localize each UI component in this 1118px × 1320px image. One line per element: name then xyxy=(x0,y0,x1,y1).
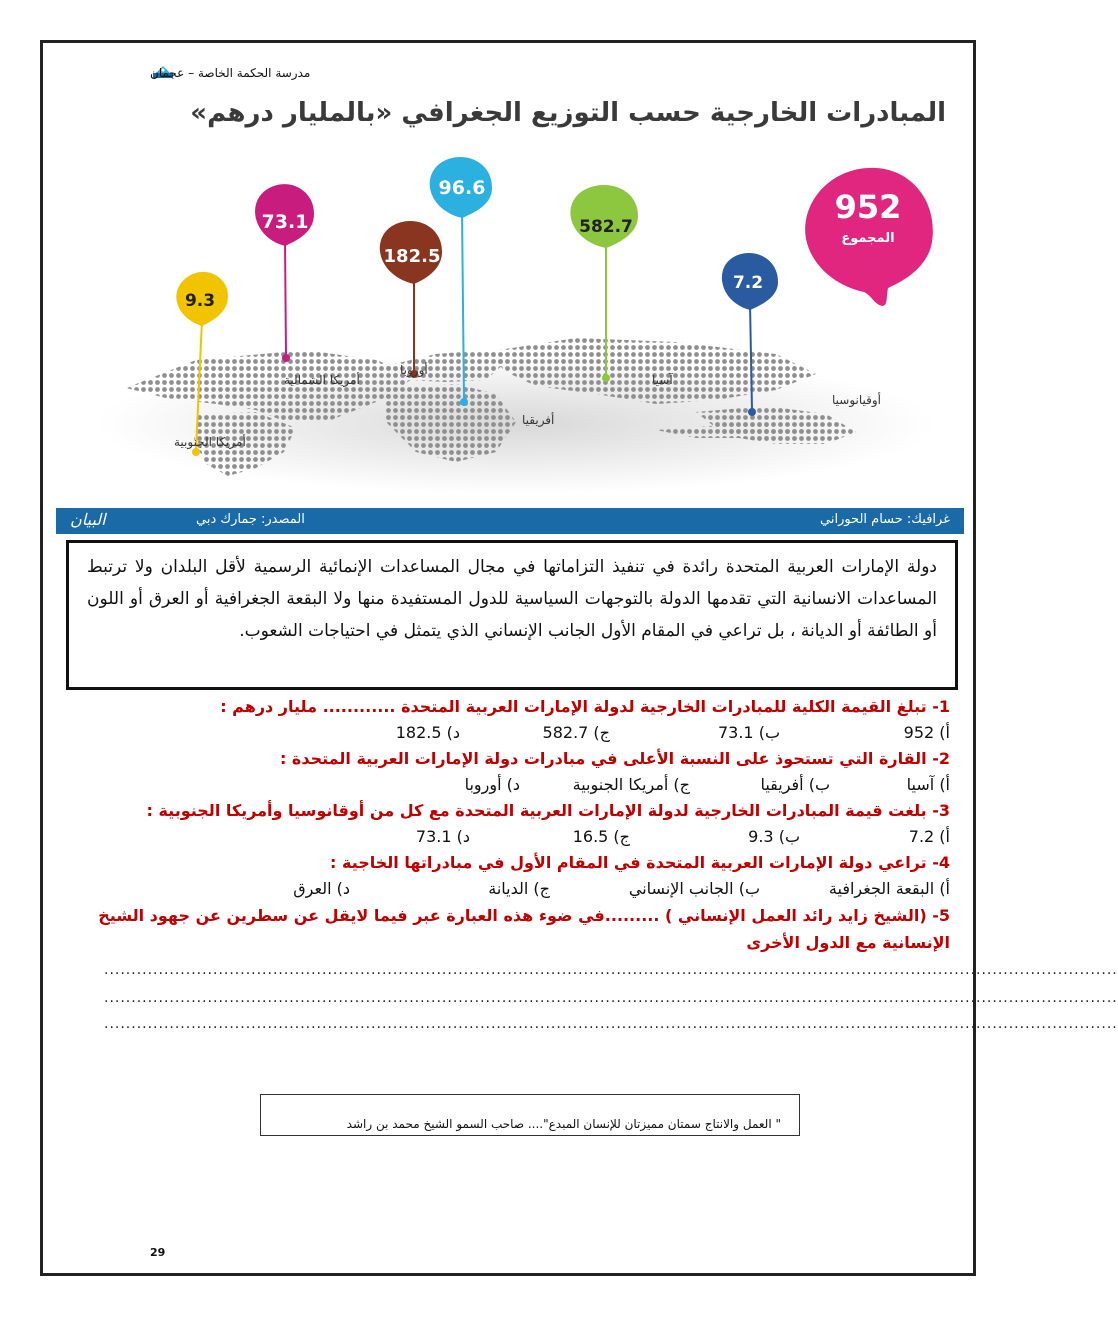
footer-source: المصدر: جمارك دبي xyxy=(196,512,305,527)
total-value: 952 xyxy=(834,188,902,226)
pin-europe xyxy=(380,221,442,284)
label-europe: أوروبا xyxy=(400,363,428,377)
infographic-footer xyxy=(56,508,964,534)
pin-value-south-america: 9.3 xyxy=(184,291,216,311)
question-2-options xyxy=(80,772,950,798)
label-north-america: أمريكا الشمالية xyxy=(284,373,360,387)
option-c[interactable]: ج) الديانة xyxy=(488,879,550,898)
option-b[interactable]: ب) أفريقيا xyxy=(760,775,830,794)
quote-text: " العمل والانتاج سمتان مميزتان للإنسان المبدع".... صاحب السمو الشيخ محمد بن راشد xyxy=(346,1117,781,1131)
label-africa: أفريقيا xyxy=(522,413,555,427)
question-1-options xyxy=(80,720,950,746)
option-d[interactable]: د) 182.5 xyxy=(395,723,460,742)
option-c[interactable]: ج) 582.7 xyxy=(542,723,610,742)
option-b[interactable]: ب) 9.3 xyxy=(748,827,800,846)
option-d[interactable]: د) أوروبا xyxy=(464,775,520,794)
school-name: مدرسة الحكمة الخاصة – عجمان xyxy=(150,66,311,80)
quote-box xyxy=(260,1094,800,1136)
passage-box xyxy=(66,540,958,690)
label-south-america: أمريكا الجنوبية xyxy=(174,435,246,449)
question-5: 5- (الشيخ زايد رائد العمل الإنساني ) .........في ضوء هذه العبارة عبر فيما لايقل عن سطرين عن جهود الشيخ الإنسانية مع الدول الأخرى xyxy=(98,906,950,952)
pin-africa xyxy=(430,157,492,218)
footer-brand: البيان xyxy=(70,510,106,529)
question-2: 2- القارة التي تستحوذ على النسبة الأعلى في مبادرات دولة الإمارات العربية المتحدة : xyxy=(279,749,950,768)
option-a[interactable]: أ) 952 xyxy=(903,723,950,742)
pin-value-europe: 182.5 xyxy=(383,246,441,267)
infographic xyxy=(56,92,964,534)
pin-north-america xyxy=(255,184,314,246)
option-c[interactable]: ج) أمريكا الجنوبية xyxy=(572,775,690,794)
option-a[interactable]: أ) 7.2 xyxy=(908,827,950,846)
footer-credit: غرافيك: حسام الحوراني xyxy=(820,512,950,527)
option-d[interactable]: د) العرق xyxy=(293,879,350,898)
pin-stem-north-america xyxy=(285,240,286,356)
label-asia: آسيا xyxy=(652,373,673,387)
pin-south-america xyxy=(176,272,228,326)
pin-value-oceania: 7.2 xyxy=(732,273,764,293)
question-1: 1- تبلغ القيمة الكلية للمبادرات الخارجية لدولة الإمارات العربية المتحدة ............ مليار درهم : xyxy=(220,697,950,716)
option-a[interactable]: أ) آسيا xyxy=(906,775,950,794)
questions xyxy=(80,694,950,956)
question-4: 4- تراعي دولة الإمارات العربية المتحدة في المقام الأول في مبادراتها الخاجية : xyxy=(330,853,950,872)
question-4-options xyxy=(80,876,950,902)
option-b[interactable]: ب) الجانب الإنساني xyxy=(628,879,760,898)
pin-value-africa: 96.6 xyxy=(438,177,486,199)
pin-oceania xyxy=(722,253,778,310)
option-b[interactable]: ب) 73.1 xyxy=(717,723,780,742)
infographic-title: المبادرات الخارجية حسب التوزيع الجغرافي «بالمليار درهم» xyxy=(190,98,946,128)
total-label: المجموع xyxy=(841,231,895,246)
option-c[interactable]: ج) 16.5 xyxy=(572,827,630,846)
passage-text: دولة الإمارات العربية المتحدة رائدة في تنفيذ التزاماتها في مجال المساعدات الإنمائية الرسمية لأقل البلدان ولا ترتبط المساعدات الانسانية التي تقدمها الدولة بالتوجهات السياسية للدول المستفيدة منها ولا البقعة الجغرافية أو العرق أو اللون أو الطائفة أو الديانة ، بل تراعي في المقام الأول الجانب الإنساني الذي يتمثل في احتياجات الشعوب. xyxy=(87,557,937,641)
page-number: 29 xyxy=(150,1246,166,1259)
total-bubble xyxy=(805,168,933,306)
question-3-options xyxy=(80,824,950,850)
answer-line-2[interactable]: .......................................................................................................................................................................................... xyxy=(104,990,1118,1006)
label-oceania: أوقيانوسيا xyxy=(832,393,882,407)
option-a[interactable]: أ) البقعة الجغرافية xyxy=(828,879,950,898)
option-d[interactable]: د) 73.1 xyxy=(415,827,470,846)
pin-value-north-america: 73.1 xyxy=(261,211,309,233)
infographic-map xyxy=(56,92,964,508)
answer-line-1[interactable]: .......................................................................................................................................................................................... xyxy=(104,962,1118,978)
pin-value-asia: 582.7 xyxy=(579,217,633,237)
question-3: 3- بلغت قيمة المبادرات الخارجية لدولة الإمارات العربية المتحدة مع كل من أوقانوسيا وأمريكا الجنوبية : xyxy=(146,801,950,820)
answer-line-3[interactable]: .......................................................................................................................................................................................... xyxy=(104,1016,1118,1032)
pin-asia xyxy=(570,185,638,248)
